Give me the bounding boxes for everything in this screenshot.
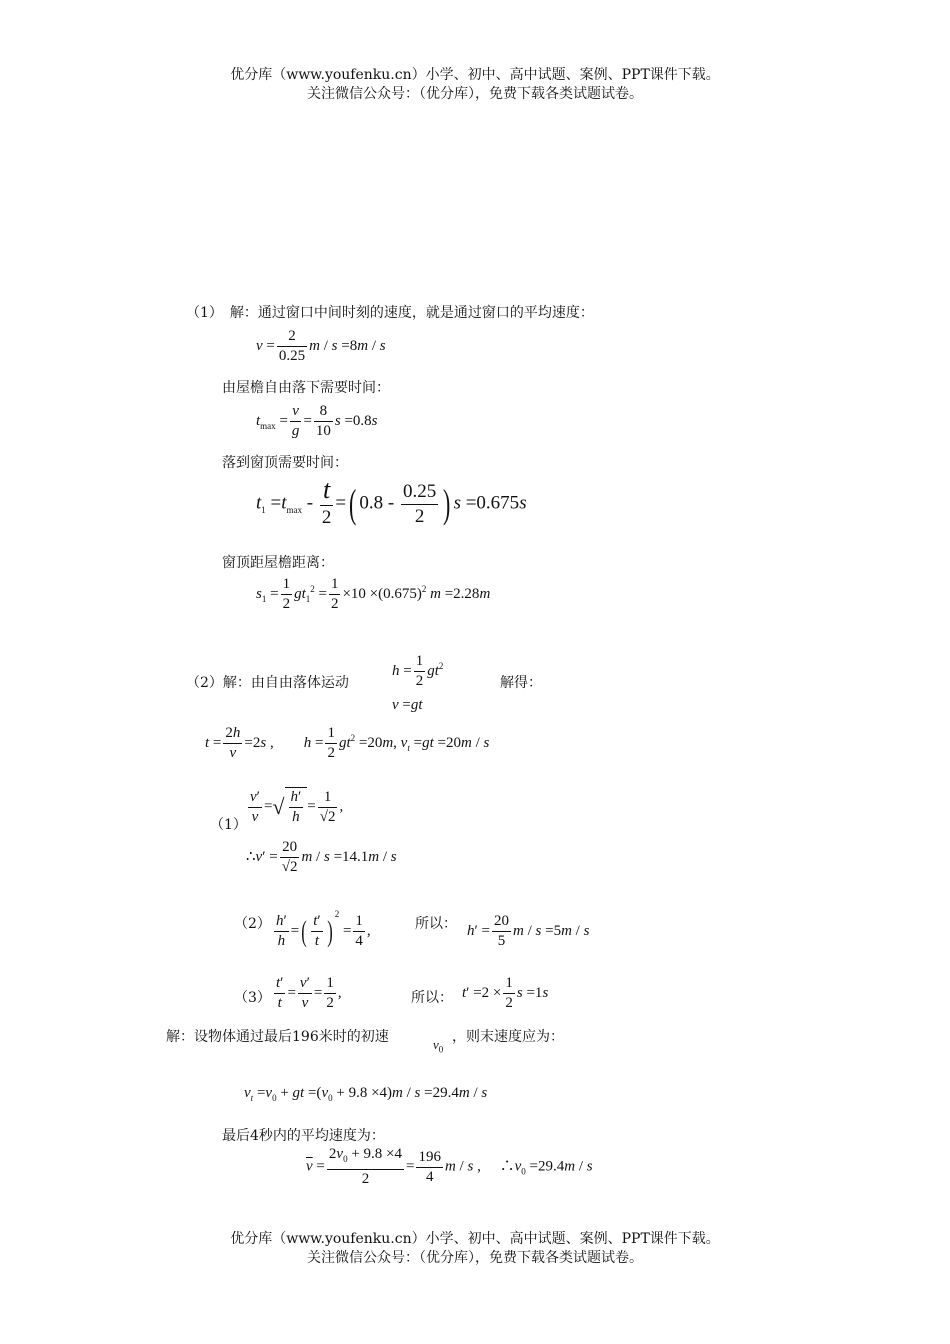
eq-ratio-h: $\frac{h'}{h}$ =( $\frac{t'}{t}$ )$^2$ = $\frac{1}{4}$ ,	[276, 909, 371, 950]
p2-suoyi3: 所以：	[411, 990, 453, 1006]
p3-avg: 最后4秒内的平均速度为：	[222, 1128, 385, 1144]
header-line-1: 优分库（www.youfenku.cn）小学、初中、高中试题、案例、PPT课件下载。	[230, 67, 720, 83]
p2-s1-label: （1）	[210, 817, 247, 833]
p3-intro: 解：设物体通过最后196米时的初速	[166, 1029, 389, 1045]
p1-step2: 由屋檐自由落下需要时间：	[222, 380, 390, 396]
eq-v-window: v = $\frac{2}{0.25}$ m / s =8m / s	[256, 328, 386, 364]
p1-intro: （1） 解：通过窗口中间时刻的速度，就是通过窗口的平均速度：	[186, 305, 594, 321]
p1-step4: 窗顶距屋檐距离：	[222, 555, 334, 571]
footer-line-2: 关注微信公众号：（优分库），免费下载各类试题试卷。	[307, 1250, 643, 1266]
eq-h-prime: h′ = $\frac{20}{5}$ m / s =5m / s	[467, 913, 590, 949]
eq-ratio-t: $\frac{t'}{t}$ = $\frac{v'}{v}$ = $\frac{1}{2}$ ,	[276, 975, 342, 1011]
eq-v-prime: ∴v′ = $\frac{20}{√2}$ m / s =14.1m / s	[246, 839, 397, 875]
eq-h-gt2: h = $\frac{1}{2}$ $gt^2$	[392, 653, 444, 689]
p2-s2-label: （2）	[234, 916, 271, 932]
footer-line-1: 优分库（www.youfenku.cn）小学、初中、高中试题、案例、PPT课件下载。	[230, 1231, 720, 1247]
eq-v0: $v_0$	[433, 1037, 444, 1055]
eq-t1: $t_1 =t_{max}$ - $\frac{t}{2}$ =( 0.8 - $\frac{0.25}{2}$ ) s =0.675s	[256, 475, 527, 528]
p2-intro: （2）解：由自由落体运动	[186, 675, 349, 691]
eq-v-gt: v =gt	[392, 697, 423, 713]
eq-results: t = $\frac{2h}{v}$ =2s , h = $\frac{1}{2}$ $gt^2 =20m$, $v_t =gt =20m / s$	[205, 725, 490, 761]
p2-suoyi: 所以：	[415, 916, 457, 932]
eq-ratio-v: $\frac{v'}{v}$ =√ $\frac{h'}{h}$ = $\frac{1}{√2}$ ,	[250, 788, 344, 825]
eq-s1: $s_1$ = $\frac{1}{2}$ $gt_1^2$ = $\frac{1}{2}$ $\times 10 \times(0.675)^2$ m =2.28m	[256, 576, 491, 612]
eq-t-prime: t′ =2 × $\frac{1}{2}$ s =1s	[462, 975, 549, 1011]
p1-step3: 落到窗顶需要时间：	[222, 455, 348, 471]
p2-solved: 解得：	[500, 675, 542, 691]
p3-intro-end: ，则末速度应为：	[452, 1029, 564, 1045]
header-line-2: 关注微信公众号：（优分库），免费下载各类试题试卷。	[307, 86, 643, 102]
eq-vt: $v_t =v_0$ + gt $=(v_0 + 9.8 \times 4)m / s =29.4m / s$	[244, 1085, 488, 1103]
p2-s3-label: （3）	[234, 990, 271, 1006]
eq-avg-v: $\overline{v}$ = $\frac{2v_0 + 9.8 \times 4}{2}$ = $\frac{196}{4}$ m / s , $\therefore v_0 =29.4m / s$	[306, 1146, 593, 1187]
eq-tmax: $t_{max}$ = $\frac{v}{g}$ = $\frac{8}{10}$ s =0.8s	[256, 403, 378, 439]
